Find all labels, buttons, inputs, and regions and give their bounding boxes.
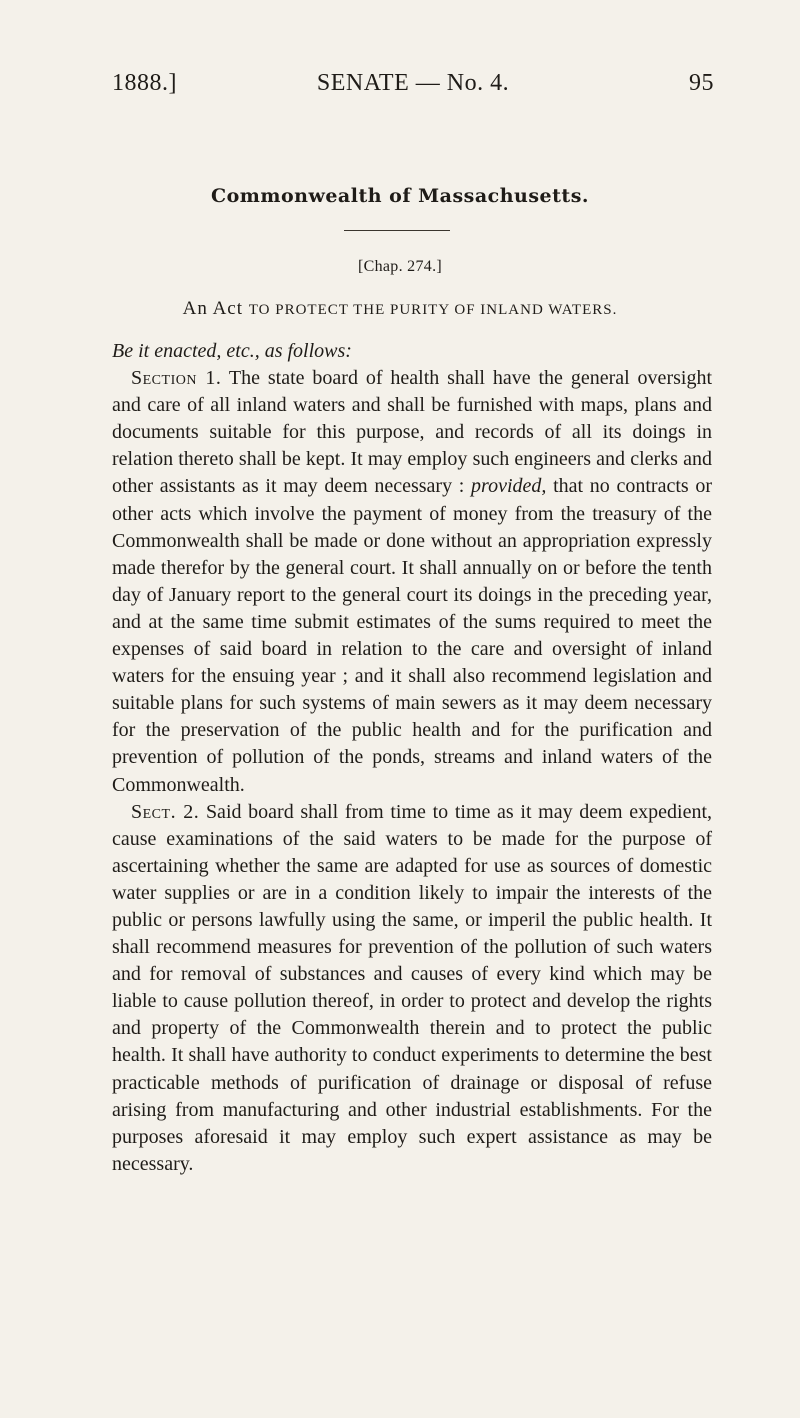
section-2-text: Said board shall from time to time as it may deem expedient, cause examinations of the said waters to be made for the purpose of ascertaining whether the same are adapted for use as sources of domestic water supplies or are in a condition likely to impair the interests of the public or persons lawfully using the same, or imperil the public health. It shall recommend measures for prevention of the pollution of such waters and for removal of substances and causes of every kind which may be liable to cause pollution thereof, in order to protect and develop the rights and property of the Commonwealth therein and to protect the public health. It shall have authority to conduct experiments to determine the best practicable methods of purification of drainage or disposal of refuse arising from manufacturing and other industrial establishments. For the purposes aforesaid it may employ such expert assistance as may be necessary. — [112, 800, 713, 1175]
act-body — [112, 338, 712, 1178]
header-title: SENATE — No. 4. — [316, 70, 510, 96]
section-1-label: Section 1. — [131, 367, 222, 390]
section-1-text-b: that no contracts or other acts which involve the payment of money from the treasury of the Commonwealth shall be made or done without an appropriation expressly made therefor by the general court. It shall annually on or before the tenth day of January report to the general court its doings in the preceding year, and at the same time submit estimates of the sums required to meet the expenses of said board in relation to the care and oversight of inland waters for the ensuing year ; and it shall also recommend legislation and suitable plans for such systems of main sewers as it may deem necessary for the preservation of the public health and for the purification and prevention of pollution of the ponds, streams and inland waters of the Commonwealth. — [112, 475, 713, 796]
section-1-proviso: provided, — [471, 475, 547, 498]
act-title — [0, 298, 800, 320]
section-2-label: Sect. 2. — [131, 800, 200, 823]
act-title-rest: TO PROTECT THE PURITY OF INLAND WATERS. — [248, 302, 618, 318]
act-title-lead: An Act — [182, 298, 243, 319]
commonwealth-heading: Commonwealth of Massachusetts. — [210, 185, 590, 207]
header-year: 1888.] — [112, 70, 177, 96]
chapter-label: [Chap. 274.] — [357, 258, 443, 275]
page-number: 95 — [689, 70, 714, 96]
section-1-text-a: The state board of health shall have the general oversight and care of all inland waters and shall be furnished with maps, plans and documents suitable for this purpose, and records of all its doings in relation thereto shall be kept. It may employ such engineers and clerks and other assistants as it may deem necessary : — [112, 367, 712, 498]
running-header — [112, 70, 714, 104]
heading-divider — [344, 230, 450, 231]
enacting-clause: Be it enacted, etc., as follows: — [112, 340, 352, 362]
section-2 — [112, 799, 712, 1178]
section-1 — [112, 365, 712, 799]
